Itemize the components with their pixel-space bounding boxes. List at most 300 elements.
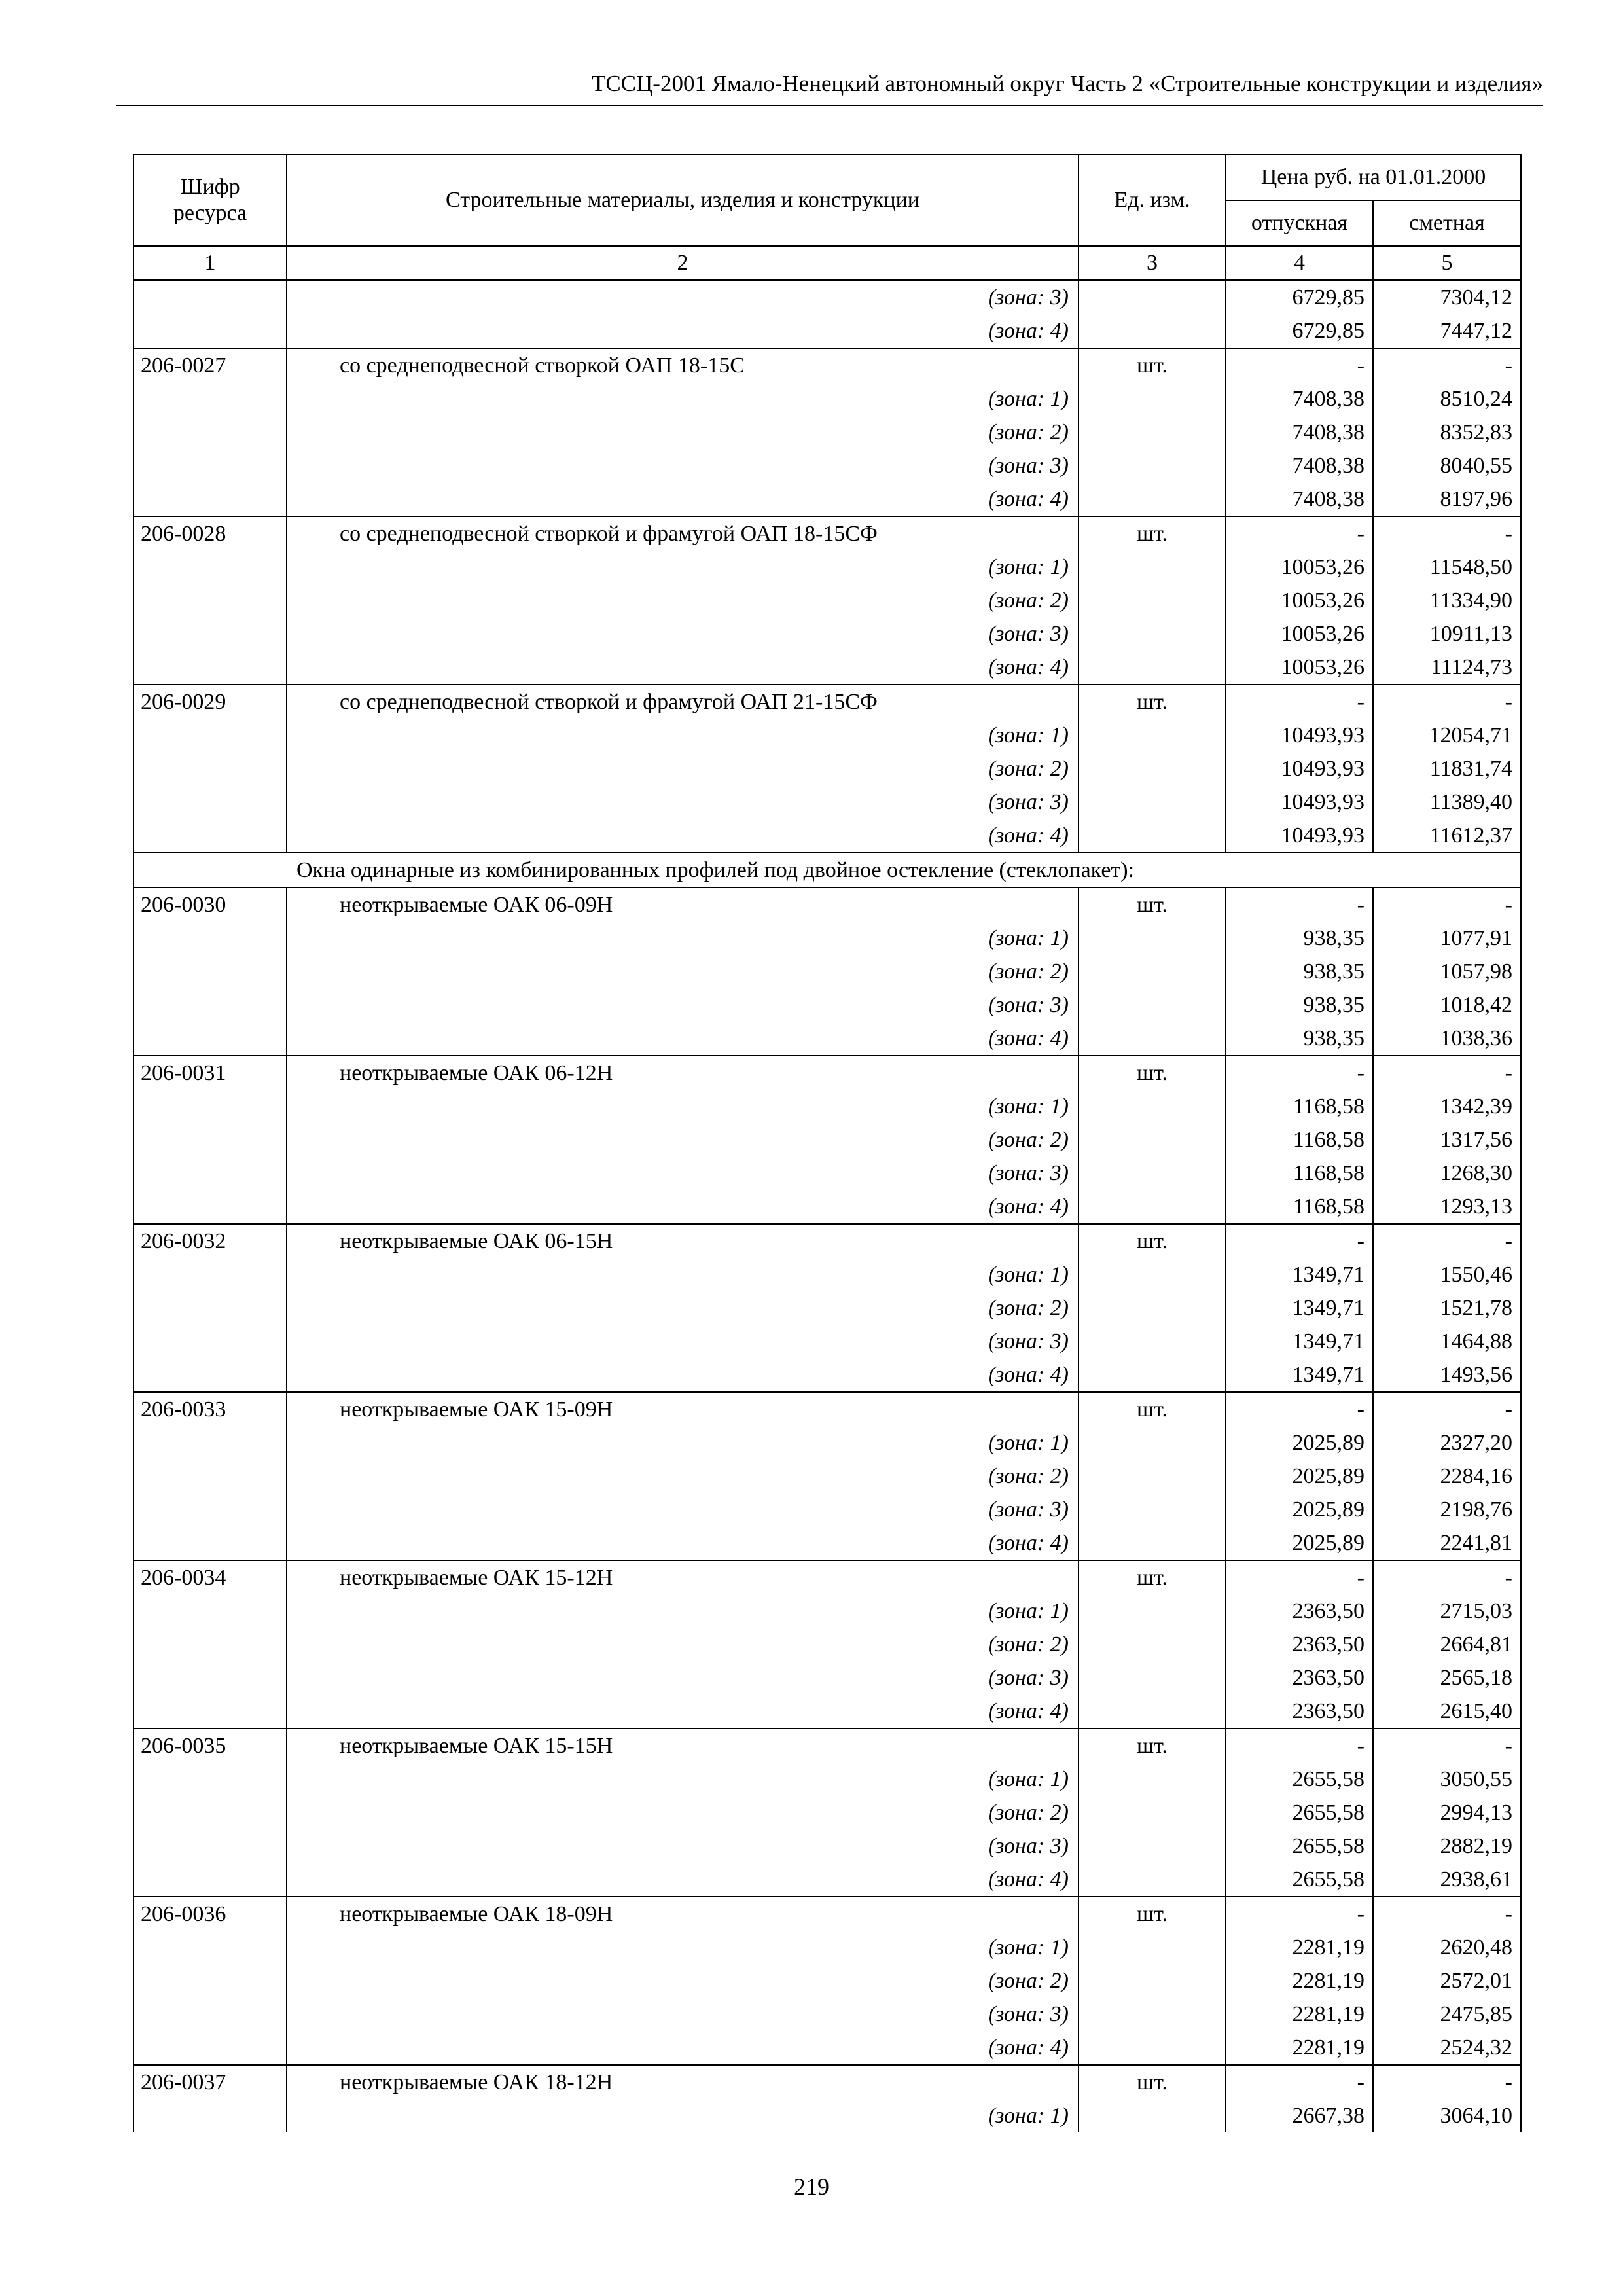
resource-row	[134, 1056, 1521, 1090]
zone-row	[134, 1460, 1521, 1493]
release-price: -	[1226, 1056, 1373, 1090]
unit-cell	[1079, 1090, 1226, 1123]
zone-row	[134, 1325, 1521, 1358]
estimate-price: 1018,42	[1373, 988, 1521, 1022]
estimate-price: 1038,36	[1373, 1022, 1521, 1056]
zone-row	[134, 1931, 1521, 1964]
release-price: 10053,26	[1226, 651, 1373, 685]
col-header-release: отпускная	[1226, 200, 1373, 246]
resource-code: 206-0033	[134, 1392, 287, 1426]
unit-cell	[1079, 785, 1226, 819]
release-price: 7408,38	[1226, 382, 1373, 416]
unit-cell: шт.	[1079, 348, 1226, 382]
zone-label: (зона: 1)	[287, 550, 1079, 584]
estimate-price: 8040,55	[1373, 449, 1521, 482]
release-price: 2025,89	[1226, 1426, 1373, 1460]
estimate-price: 1057,98	[1373, 955, 1521, 988]
release-price: -	[1226, 1897, 1373, 1931]
release-price: 10053,26	[1226, 550, 1373, 584]
zone-row	[134, 2099, 1521, 2132]
estimate-price: 8510,24	[1373, 382, 1521, 416]
zone-row	[134, 1628, 1521, 1661]
resource-code	[134, 785, 287, 819]
resource-code	[134, 955, 287, 988]
resource-code	[134, 382, 287, 416]
zone-row	[134, 988, 1521, 1022]
zone-row	[134, 1090, 1521, 1123]
resource-code: 206-0032	[134, 1224, 287, 1258]
resource-row	[134, 1729, 1521, 1763]
zone-row	[134, 1863, 1521, 1897]
unit-cell: шт.	[1079, 1392, 1226, 1426]
zone-row	[134, 1796, 1521, 1829]
resource-code	[134, 1763, 287, 1796]
resource-code	[134, 1426, 287, 1460]
estimate-price: 1077,91	[1373, 922, 1521, 955]
release-price: 1168,58	[1226, 1090, 1373, 1123]
unit-cell: шт.	[1079, 1560, 1226, 1594]
resource-code: 206-0030	[134, 888, 287, 922]
unit-cell	[1079, 1863, 1226, 1897]
estimate-price: -	[1373, 1224, 1521, 1258]
release-price: 10493,93	[1226, 719, 1373, 752]
resource-code	[134, 1493, 287, 1526]
unit-cell: шт.	[1079, 1897, 1226, 1931]
resource-code	[134, 1157, 287, 1190]
zone-row	[134, 1493, 1521, 1526]
zone-label: (зона: 2)	[287, 1964, 1079, 1998]
zone-row	[134, 922, 1521, 955]
resource-row	[134, 685, 1521, 719]
resource-code	[134, 1123, 287, 1157]
unit-cell	[1079, 1964, 1226, 1998]
zone-label: (зона: 4)	[287, 314, 1079, 348]
estimate-price: 2572,01	[1373, 1964, 1521, 1998]
unit-cell: шт.	[1079, 1729, 1226, 1763]
zone-row	[134, 1998, 1521, 2031]
zone-row	[134, 1661, 1521, 1695]
unit-cell	[1079, 1358, 1226, 1392]
zone-row	[134, 955, 1521, 988]
unit-cell	[1079, 819, 1226, 853]
unit-cell: шт.	[1079, 1056, 1226, 1090]
release-price: 6729,85	[1226, 314, 1373, 348]
estimate-price: 2284,16	[1373, 1460, 1521, 1493]
zone-row	[134, 584, 1521, 617]
resource-code	[134, 719, 287, 752]
release-price: 2363,50	[1226, 1628, 1373, 1661]
zone-label: (зона: 3)	[287, 1325, 1079, 1358]
zone-label: (зона: 3)	[287, 280, 1079, 314]
release-price: 938,35	[1226, 1022, 1373, 1056]
release-price: 2363,50	[1226, 1594, 1373, 1628]
resource-code	[134, 584, 287, 617]
resource-row	[134, 516, 1521, 550]
unit-cell	[1079, 584, 1226, 617]
unit-cell	[1079, 1258, 1226, 1291]
release-price: -	[1226, 685, 1373, 719]
resource-code: 206-0034	[134, 1560, 287, 1594]
resource-name: неоткрываемые ОАК 06-15Н	[287, 1224, 1079, 1258]
release-price: 938,35	[1226, 988, 1373, 1022]
zone-label: (зона: 4)	[287, 1022, 1079, 1056]
zone-row	[134, 1526, 1521, 1560]
estimate-price: 2565,18	[1373, 1661, 1521, 1695]
release-price: 1168,58	[1226, 1123, 1373, 1157]
estimate-price: 2620,48	[1373, 1931, 1521, 1964]
resource-name: неоткрываемые ОАК 06-09Н	[287, 888, 1079, 922]
col-number: 5	[1373, 246, 1521, 280]
release-price: 2281,19	[1226, 1931, 1373, 1964]
unit-cell	[1079, 617, 1226, 651]
price-table	[133, 154, 1522, 2132]
zone-row	[134, 482, 1521, 516]
release-price: 2025,89	[1226, 1526, 1373, 1560]
resource-code	[134, 1022, 287, 1056]
release-price: 2363,50	[1226, 1695, 1373, 1729]
release-price: 7408,38	[1226, 482, 1373, 516]
unit-cell	[1079, 1628, 1226, 1661]
estimate-price: 1550,46	[1373, 1258, 1521, 1291]
estimate-price: 2715,03	[1373, 1594, 1521, 1628]
unit-cell	[1079, 449, 1226, 482]
zone-row	[134, 1594, 1521, 1628]
zone-label: (зона: 4)	[287, 482, 1079, 516]
zone-row	[134, 752, 1521, 785]
estimate-price: 1342,39	[1373, 1090, 1521, 1123]
unit-cell	[1079, 1661, 1226, 1695]
unit-cell	[1079, 1426, 1226, 1460]
release-price: 1168,58	[1226, 1190, 1373, 1224]
zone-label: (зона: 3)	[287, 1998, 1079, 2031]
zone-label: (зона: 2)	[287, 1123, 1079, 1157]
zone-label: (зона: 3)	[287, 1829, 1079, 1863]
estimate-price: 2615,40	[1373, 1695, 1521, 1729]
release-price: 6729,85	[1226, 280, 1373, 314]
unit-cell	[1079, 1796, 1226, 1829]
release-price: 2025,89	[1226, 1493, 1373, 1526]
estimate-price: 7447,12	[1373, 314, 1521, 348]
resource-code	[134, 280, 287, 314]
zone-label: (зона: 4)	[287, 1190, 1079, 1224]
release-price: 10493,93	[1226, 785, 1373, 819]
unit-cell	[1079, 1594, 1226, 1628]
unit-cell	[1079, 752, 1226, 785]
unit-cell	[1079, 280, 1226, 314]
unit-cell	[1079, 719, 1226, 752]
resource-code	[134, 1090, 287, 1123]
zone-label: (зона: 4)	[287, 1358, 1079, 1392]
unit-cell	[1079, 1123, 1226, 1157]
release-price: 2025,89	[1226, 1460, 1373, 1493]
resource-row	[134, 888, 1521, 922]
estimate-price: 11124,73	[1373, 651, 1521, 685]
zone-row	[134, 382, 1521, 416]
resource-code	[134, 1931, 287, 1964]
resource-code	[134, 819, 287, 853]
estimate-price: -	[1373, 516, 1521, 550]
release-price: -	[1226, 2065, 1373, 2099]
unit-cell	[1079, 988, 1226, 1022]
resource-name: неоткрываемые ОАК 15-09Н	[287, 1392, 1079, 1426]
unit-cell	[1079, 1829, 1226, 1863]
unit-cell	[1079, 1325, 1226, 1358]
estimate-price: 1317,56	[1373, 1123, 1521, 1157]
zone-label: (зона: 2)	[287, 752, 1079, 785]
resource-code	[134, 314, 287, 348]
unit-cell	[1079, 482, 1226, 516]
zone-label: (зона: 4)	[287, 1526, 1079, 1560]
release-price: 2655,58	[1226, 1796, 1373, 1829]
estimate-price: -	[1373, 888, 1521, 922]
zone-label: (зона: 3)	[287, 449, 1079, 482]
unit-cell	[1079, 1022, 1226, 1056]
estimate-price: -	[1373, 2065, 1521, 2099]
unit-cell	[1079, 1998, 1226, 2031]
zone-label: (зона: 1)	[287, 1931, 1079, 1964]
zone-label: (зона: 1)	[287, 382, 1079, 416]
resource-name: со среднеподвесной створкой и фрамугой ОАП 18-15СФ	[287, 516, 1079, 550]
resource-code	[134, 1628, 287, 1661]
unit-cell: шт.	[1079, 1224, 1226, 1258]
zone-row	[134, 550, 1521, 584]
unit-cell: шт.	[1079, 2065, 1226, 2099]
unit-cell	[1079, 2031, 1226, 2065]
zone-label: (зона: 3)	[287, 617, 1079, 651]
estimate-price: 1493,56	[1373, 1358, 1521, 1392]
unit-cell	[1079, 1526, 1226, 1560]
release-price: 938,35	[1226, 955, 1373, 988]
unit-cell	[1079, 1493, 1226, 1526]
table-head	[134, 154, 1521, 280]
release-price: 1349,71	[1226, 1325, 1373, 1358]
col-number: 4	[1226, 246, 1373, 280]
estimate-price: 8352,83	[1373, 416, 1521, 449]
release-price: 1349,71	[1226, 1358, 1373, 1392]
unit-cell	[1079, 1931, 1226, 1964]
release-price: 1349,71	[1226, 1258, 1373, 1291]
estimate-price: -	[1373, 1897, 1521, 1931]
estimate-price: 11548,50	[1373, 550, 1521, 584]
estimate-price: -	[1373, 1560, 1521, 1594]
resource-code	[134, 449, 287, 482]
resource-code	[134, 1460, 287, 1493]
estimate-price: 2475,85	[1373, 1998, 1521, 2031]
zone-row	[134, 280, 1521, 314]
release-price: 2363,50	[1226, 1661, 1373, 1695]
estimate-price: -	[1373, 1056, 1521, 1090]
estimate-price: 2882,19	[1373, 1829, 1521, 1863]
zone-row	[134, 1291, 1521, 1325]
header-rule	[116, 105, 1543, 106]
table-body	[134, 280, 1521, 2132]
col-number: 2	[287, 246, 1079, 280]
page-number: 219	[794, 2174, 829, 2200]
resource-name: неоткрываемые ОАК 18-09Н	[287, 1897, 1079, 1931]
zone-row	[134, 1022, 1521, 1056]
estimate-price: 12054,71	[1373, 719, 1521, 752]
col-number: 3	[1079, 246, 1226, 280]
resource-code: 206-0031	[134, 1056, 287, 1090]
zone-label: (зона: 4)	[287, 651, 1079, 685]
unit-cell	[1079, 1190, 1226, 1224]
zone-row	[134, 1190, 1521, 1224]
estimate-price: 11831,74	[1373, 752, 1521, 785]
release-price: 938,35	[1226, 922, 1373, 955]
resource-row	[134, 2065, 1521, 2099]
zone-row	[134, 651, 1521, 685]
estimate-price: 2664,81	[1373, 1628, 1521, 1661]
zone-row	[134, 1358, 1521, 1392]
release-price: 2655,58	[1226, 1863, 1373, 1897]
estimate-price: 1268,30	[1373, 1157, 1521, 1190]
zone-row	[134, 1258, 1521, 1291]
resource-code	[134, 2099, 287, 2132]
col-header-unit: Ед. изм.	[1079, 154, 1226, 246]
release-price: -	[1226, 516, 1373, 550]
col-header-price: Цена руб. на 01.01.2000	[1226, 154, 1521, 200]
estimate-price: -	[1373, 348, 1521, 382]
resource-code	[134, 482, 287, 516]
resource-code	[134, 1190, 287, 1224]
unit-cell	[1079, 1695, 1226, 1729]
estimate-price: 1293,13	[1373, 1190, 1521, 1224]
release-price: -	[1226, 1560, 1373, 1594]
zone-label: (зона: 3)	[287, 1493, 1079, 1526]
resource-code	[134, 988, 287, 1022]
unit-cell: шт.	[1079, 685, 1226, 719]
estimate-price: -	[1373, 1729, 1521, 1763]
zone-label: (зона: 1)	[287, 1594, 1079, 1628]
resource-code: 206-0036	[134, 1897, 287, 1931]
estimate-price: 8197,96	[1373, 482, 1521, 516]
resource-code	[134, 1863, 287, 1897]
zone-row	[134, 1964, 1521, 1998]
resource-row	[134, 1560, 1521, 1594]
resource-code	[134, 416, 287, 449]
zone-row	[134, 617, 1521, 651]
estimate-price: 2327,20	[1373, 1426, 1521, 1460]
zone-label: (зона: 1)	[287, 1426, 1079, 1460]
estimate-price: 2994,13	[1373, 1796, 1521, 1829]
unit-cell	[1079, 955, 1226, 988]
zone-row	[134, 1157, 1521, 1190]
resource-name: неоткрываемые ОАК 06-12Н	[287, 1056, 1079, 1090]
resource-name: со среднеподвесной створкой и фрамугой ОАП 21-15СФ	[287, 685, 1079, 719]
release-price: -	[1226, 1392, 1373, 1426]
zone-label: (зона: 2)	[287, 416, 1079, 449]
estimate-price: 10911,13	[1373, 617, 1521, 651]
zone-label: (зона: 2)	[287, 1628, 1079, 1661]
release-price: -	[1226, 348, 1373, 382]
resource-code	[134, 2031, 287, 2065]
resource-code	[134, 1661, 287, 1695]
release-price: -	[1226, 888, 1373, 922]
release-price: 10053,26	[1226, 584, 1373, 617]
release-price: 2667,38	[1226, 2099, 1373, 2132]
unit-cell	[1079, 922, 1226, 955]
unit-cell	[1079, 382, 1226, 416]
zone-label: (зона: 1)	[287, 2099, 1079, 2132]
estimate-price: 1464,88	[1373, 1325, 1521, 1358]
release-price: 2281,19	[1226, 1964, 1373, 1998]
release-price: -	[1226, 1729, 1373, 1763]
zone-label: (зона: 4)	[287, 819, 1079, 853]
resource-code	[134, 617, 287, 651]
running-header: ТССЦ-2001 Ямало-Ненецкий автономный округ Часть 2 «Строительные конструкции и изделия»	[591, 71, 1543, 96]
resource-code: 206-0035	[134, 1729, 287, 1763]
release-price: 7408,38	[1226, 449, 1373, 482]
release-price: 10053,26	[1226, 617, 1373, 651]
zone-row	[134, 785, 1521, 819]
estimate-price: 2524,32	[1373, 2031, 1521, 2065]
zone-label: (зона: 3)	[287, 1661, 1079, 1695]
zone-row	[134, 449, 1521, 482]
resource-code	[134, 1526, 287, 1560]
unit-cell	[1079, 416, 1226, 449]
resource-code	[134, 1998, 287, 2031]
resource-code	[134, 752, 287, 785]
zone-label: (зона: 3)	[287, 1157, 1079, 1190]
zone-row	[134, 1763, 1521, 1796]
estimate-price: 11389,40	[1373, 785, 1521, 819]
resource-name: неоткрываемые ОАК 15-12Н	[287, 1560, 1079, 1594]
unit-cell	[1079, 2099, 1226, 2132]
zone-label: (зона: 1)	[287, 922, 1079, 955]
release-price: -	[1226, 1224, 1373, 1258]
zone-label: (зона: 1)	[287, 719, 1079, 752]
zone-row	[134, 1123, 1521, 1157]
zone-label: (зона: 2)	[287, 1796, 1079, 1829]
unit-cell	[1079, 1291, 1226, 1325]
col-number: 1	[134, 246, 287, 280]
unit-cell	[1079, 1460, 1226, 1493]
unit-cell	[1079, 651, 1226, 685]
estimate-price: -	[1373, 685, 1521, 719]
resource-code: 206-0037	[134, 2065, 287, 2099]
estimate-price: -	[1373, 1392, 1521, 1426]
release-price: 2655,58	[1226, 1763, 1373, 1796]
resource-code	[134, 1258, 287, 1291]
resource-code	[134, 1325, 287, 1358]
resource-code	[134, 1695, 287, 1729]
zone-label: (зона: 4)	[287, 1695, 1079, 1729]
release-price: 2655,58	[1226, 1829, 1373, 1863]
release-price: 7408,38	[1226, 416, 1373, 449]
zone-row	[134, 1695, 1521, 1729]
release-price: 2281,19	[1226, 1998, 1373, 2031]
resource-code: 206-0028	[134, 516, 287, 550]
zone-row	[134, 2031, 1521, 2065]
section-row	[134, 853, 1521, 888]
zone-label: (зона: 2)	[287, 584, 1079, 617]
resource-code	[134, 1796, 287, 1829]
zone-label: (зона: 2)	[287, 1460, 1079, 1493]
zone-row	[134, 314, 1521, 348]
zone-label: (зона: 1)	[287, 1763, 1079, 1796]
resource-code	[134, 651, 287, 685]
resource-code	[134, 1829, 287, 1863]
resource-name: со среднеподвесной створкой ОАП 18-15С	[287, 348, 1079, 382]
zone-label: (зона: 3)	[287, 988, 1079, 1022]
resource-code	[134, 1594, 287, 1628]
estimate-price: 2198,76	[1373, 1493, 1521, 1526]
unit-cell	[1079, 1763, 1226, 1796]
zone-row	[134, 719, 1521, 752]
resource-code	[134, 1291, 287, 1325]
zone-label: (зона: 3)	[287, 785, 1079, 819]
resource-code: 206-0027	[134, 348, 287, 382]
